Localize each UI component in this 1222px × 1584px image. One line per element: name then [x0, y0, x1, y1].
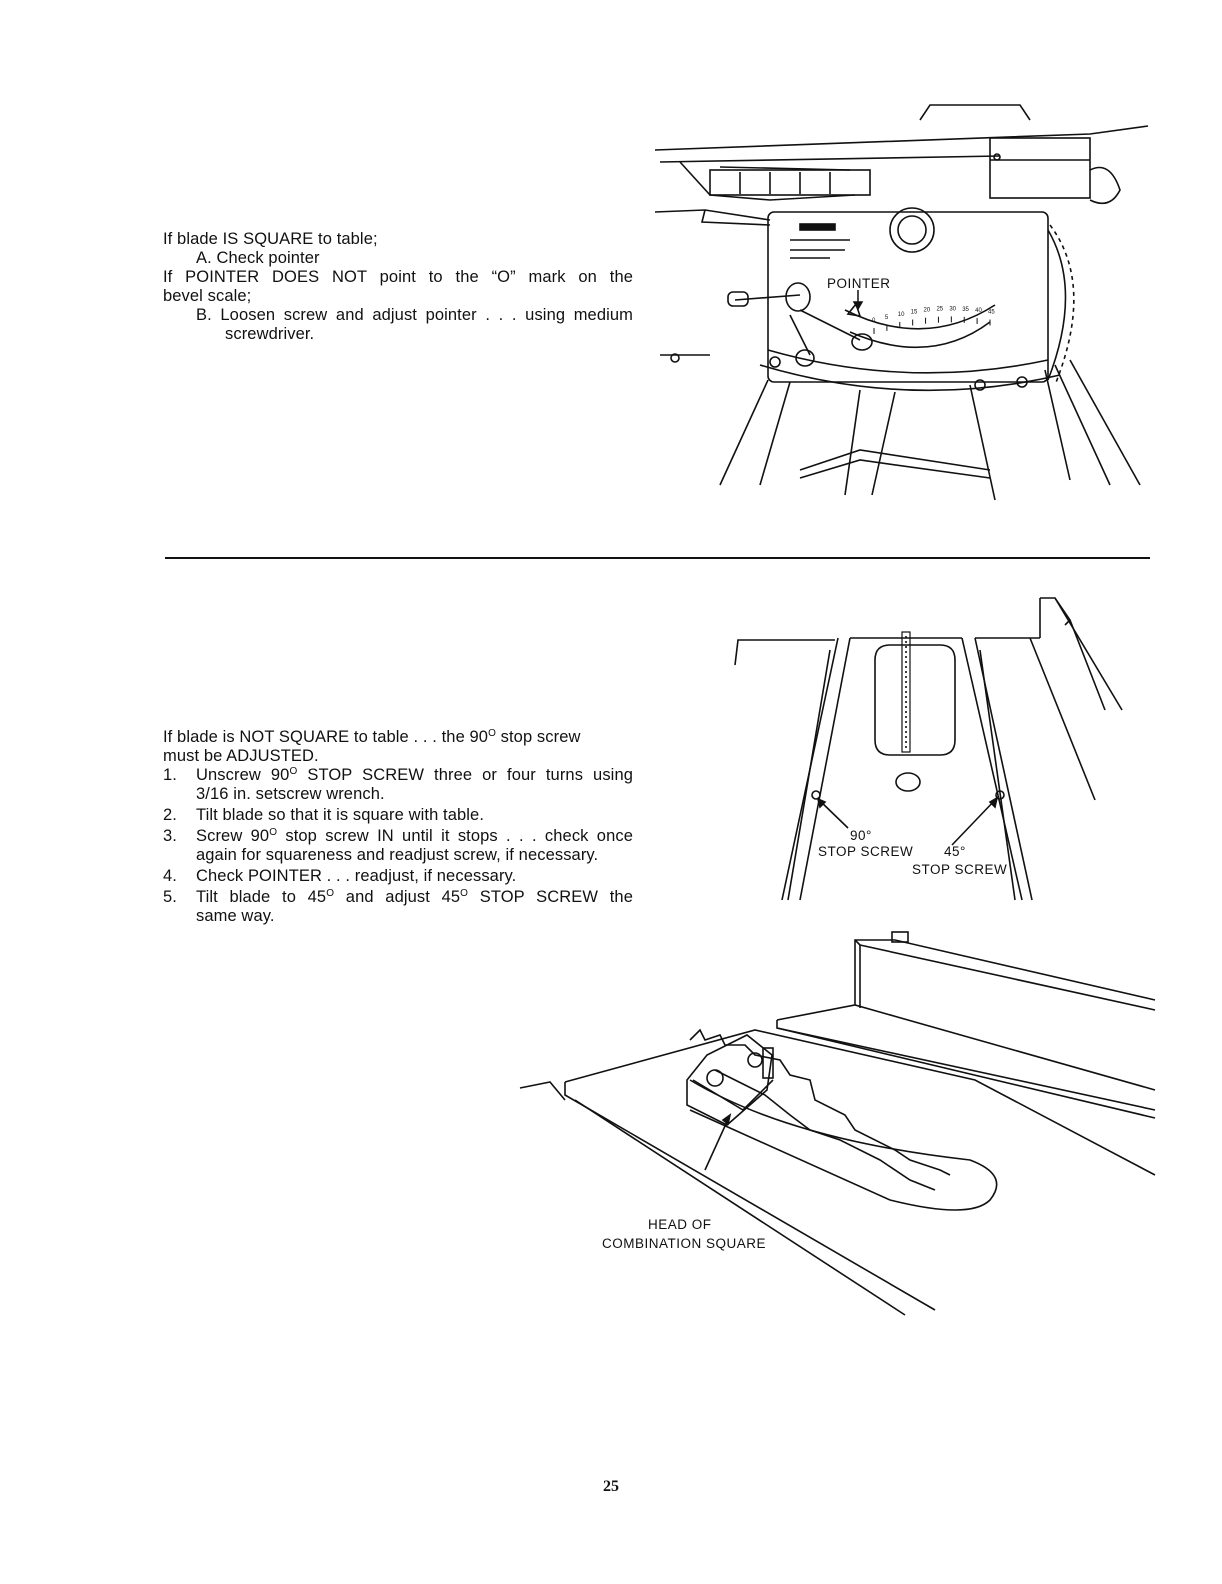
section-1-instructions — [163, 230, 633, 344]
bevel-scale-tick-label: 30 — [949, 306, 957, 313]
step-1: 1. Unscrew $90^O$ STOP SCREW three or four turns using 3/16 in. setscrew wrench. — [163, 766, 633, 803]
must-be-adjusted: must be ADJUSTED. — [163, 747, 319, 765]
step-4: 4. Check POINTER . . . readjust, if necessary. — [163, 867, 517, 885]
bevel-scale-tick-label: 0 — [872, 318, 876, 324]
combination-square-illustration — [515, 930, 1165, 1330]
combination-square-label: COMBINATION SQUARE — [602, 1236, 767, 1251]
bevel-scale-tick-label: 25 — [936, 306, 944, 313]
pointer-label: POINTER — [827, 276, 891, 291]
step-3: 3. Screw $90^O$ stop screw IN until it stops . . . check once again for squareness and readjust screw, if necessary. — [163, 827, 633, 864]
step-b: B. Loosen screw and adjust pointer . . . using medium — [196, 306, 634, 324]
pointer-condition-line-1: If POINTER DOES NOT point to the “O” mark on the — [163, 268, 633, 286]
figure-combination-square — [515, 930, 1165, 1330]
bevel-scale-tick-label: 15 — [910, 309, 918, 316]
bevel-scale-tick-label: 45 — [988, 309, 995, 316]
step-5: 5. Tilt blade to $45^O$ and adjust $45^O$ STOP SCREW the same way. — [163, 888, 633, 925]
blade-square-condition: If blade IS SQUARE to table; — [163, 230, 378, 248]
stop-screw-90-label: STOP SCREW — [818, 844, 914, 859]
bevel-scale-tick-label: 35 — [962, 306, 969, 313]
section-2-instructions — [163, 728, 633, 928]
bevel-scale-tick-label: 20 — [923, 307, 931, 314]
stop-screw-45-degree: 45° — [944, 844, 966, 859]
section-divider — [165, 557, 1150, 559]
figure-stop-screws — [730, 590, 1130, 910]
pointer-condition-line-2: bevel scale; — [163, 287, 252, 305]
step-b-continued: screwdriver. — [225, 325, 315, 343]
blade-not-square-condition: If blade is NOT SQUARE to table . . . the $90^O$ stop screw — [163, 728, 581, 746]
bevel-scale-tick-label: 10 — [897, 311, 905, 318]
saw-bevel-illustration — [650, 100, 1150, 520]
step-2: 2. Tilt blade so that it is square with table. — [163, 806, 484, 824]
bevel-scale-tick-label: 5 — [884, 314, 889, 321]
adjustment-steps — [163, 766, 633, 926]
stop-screw-90-degree: 90° — [850, 828, 872, 843]
head-of-label: HEAD OF — [648, 1217, 712, 1232]
step-a: A. Check pointer — [196, 249, 320, 267]
figure-bevel-pointer — [650, 100, 1150, 520]
stop-screw-45-label: STOP SCREW — [912, 862, 1008, 877]
bevel-scale-tick-label: 40 — [975, 307, 982, 314]
page-number: 25 — [603, 1478, 619, 1495]
